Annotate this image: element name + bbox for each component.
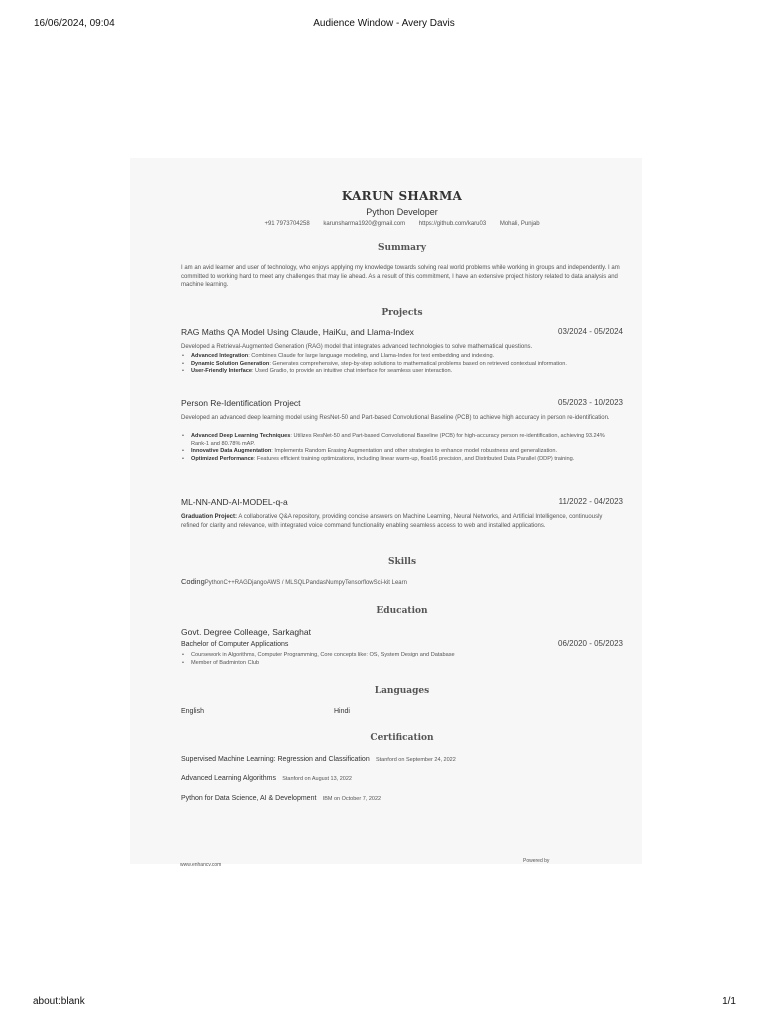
language-item: Hindi [334, 708, 350, 715]
bullet-text: : Implements Random Erasing Augmentation and other strategies to enhance model robustness and generalization. [271, 448, 558, 455]
enhancv-link[interactable]: www.enhancv.com [180, 862, 222, 868]
bullet-head: Advanced Deep Learning Techniques [191, 433, 291, 439]
contact-line [180, 220, 624, 229]
certification-name: Python for Data Science, AI & Development [181, 795, 317, 802]
certification-issuer: IBM on October 7, 2022 [322, 796, 382, 802]
project-description [181, 513, 621, 530]
print-url: about:blank [33, 996, 85, 1007]
project-title: ML-NN-AND-AI-MODEL-q-a [181, 497, 288, 507]
resume-role: Python Developer [366, 207, 438, 217]
certification-item [181, 755, 456, 765]
bullet-text: : Generates comprehensive, step-by-step solutions to mathematical problems based on retrieved contextual information. [269, 360, 567, 367]
print-title: Audience Window - Avery Davis [313, 18, 455, 29]
bullet-text: : Utilizes ResNet-50 and Part-based Convolutional Baseline (PCB) for high-accuracy person re-identification, achieving 93.24% Rank-1 and 80.78% mAP. [191, 433, 605, 447]
project-date: 03/2024 - 05/2024 [558, 327, 623, 336]
bullet-head: User-Friendly Interface [191, 368, 252, 375]
phone-text: +91 7973704258 [264, 221, 310, 227]
print-page-count: 1/1 [722, 996, 736, 1007]
skills-heading: Skills [387, 557, 417, 567]
education-school: Govt. Degree Colleage, Sarkaghat [181, 627, 311, 637]
project-date: 05/2023 - 10/2023 [558, 398, 623, 407]
education-bullets [181, 652, 621, 667]
description-head: Graduation Project: [181, 514, 238, 520]
language-item: English [181, 708, 204, 715]
bullet-text: : Features efficient training optimizations, including linear warm-up, float16 precision, and Distributed Data Parallel (DDP) training. [253, 455, 575, 462]
bullet-head: Advanced Integration [191, 353, 249, 359]
languages-heading: Languages [374, 686, 430, 696]
projects-heading: Projects [381, 308, 423, 318]
bullet-head: Dynamic Solution Generation [191, 360, 270, 367]
education-date: 06/2020 - 05/2023 [558, 639, 623, 648]
certification-name: Supervised Machine Learning: Regression and Classification [181, 756, 370, 763]
project-bullets [181, 433, 621, 463]
project-date: 11/2022 - 04/2023 [558, 497, 623, 506]
print-header [0, 18, 768, 32]
skills-line [181, 578, 407, 588]
description-text: A collaborative Q&A repository, providing concise answers on Machine Learning, Neural Networks, and Artificial Intelligence, continuously refined for clarity and relevance, with integrated voice command functionality enabling seamless access to web and installed applications. [181, 514, 603, 529]
bullet-text: : Used Gradio, to provide an intuitive chat interface for seamless user interaction. [251, 368, 453, 375]
certification-name: Advanced Learning Algorithms [181, 775, 276, 782]
certification-issuer: Stanford on August 13, 2022 [282, 776, 352, 782]
project-description: Developed an advanced deep learning model using ResNet-50 and Part-based Convolutional Baseline (PCB) to achieve high accuracy in person re-identification. [181, 415, 610, 421]
resume-name: KARUN SHARMA [341, 189, 463, 203]
bullet-text: : Combines Claude for large language modeling, and Llama-Index for text embedding and indexing. [248, 353, 495, 359]
list-item: • Coursework in Algorithms, Computer Programming, Core concepts like: OS, System Design and Database [181, 652, 621, 660]
project-description: Developed a Retrieval-Augmented Generation (RAG) model that integrates advanced technologies to solve mathematical questions. [181, 344, 533, 350]
list-item [181, 368, 621, 376]
list-item [181, 361, 621, 369]
list-item [181, 353, 621, 361]
bullet-head: Innovative Data Augmentation [191, 448, 272, 455]
bullet-head: Optimized Performance [191, 455, 254, 462]
skills-list: PythonC++RAGDjangoAWS / MLSQLPandasNumpyTensorflowSci-kit Learn [204, 580, 407, 586]
summary-text: I am an avid learner and user of technology, who enjoys applying my knowledge towards solving real world problems while working in groups and independently. I am committed to working hard to meet any challenges that may lie ahead. As a result of this commitment, I have an extensive project history related to data analysis and machine learning. [181, 265, 620, 288]
summary-heading: Summary [378, 243, 426, 253]
project-bullets [181, 353, 621, 376]
education-degree: Bachelor of Computer Applications [181, 641, 289, 648]
project-title: Person Re-Identification Project [181, 398, 301, 408]
location-text: Mohali, Punjab [499, 221, 540, 227]
education-heading: Education [376, 606, 428, 616]
powered-by-text: Powered by [523, 858, 550, 864]
certification-issuer: Stanford on September 24, 2022 [375, 757, 456, 763]
list-item [181, 448, 621, 456]
skills-label: Coding [181, 577, 205, 586]
email-link[interactable]: karunsharma1920@gmail.com [323, 221, 406, 227]
certification-heading: Certification [370, 733, 434, 743]
github-link[interactable]: https://github.com/karu03 [418, 221, 487, 227]
list-item: • Member of Badminton Club [181, 660, 621, 668]
certification-item [181, 794, 381, 804]
list-item [181, 433, 621, 448]
certification-item [181, 774, 352, 784]
list-item [181, 456, 621, 464]
project-title: RAG Maths QA Model Using Claude, HaiKu, and Llama-Index [181, 327, 414, 337]
print-date: 16/06/2024, 09:04 [34, 18, 115, 29]
